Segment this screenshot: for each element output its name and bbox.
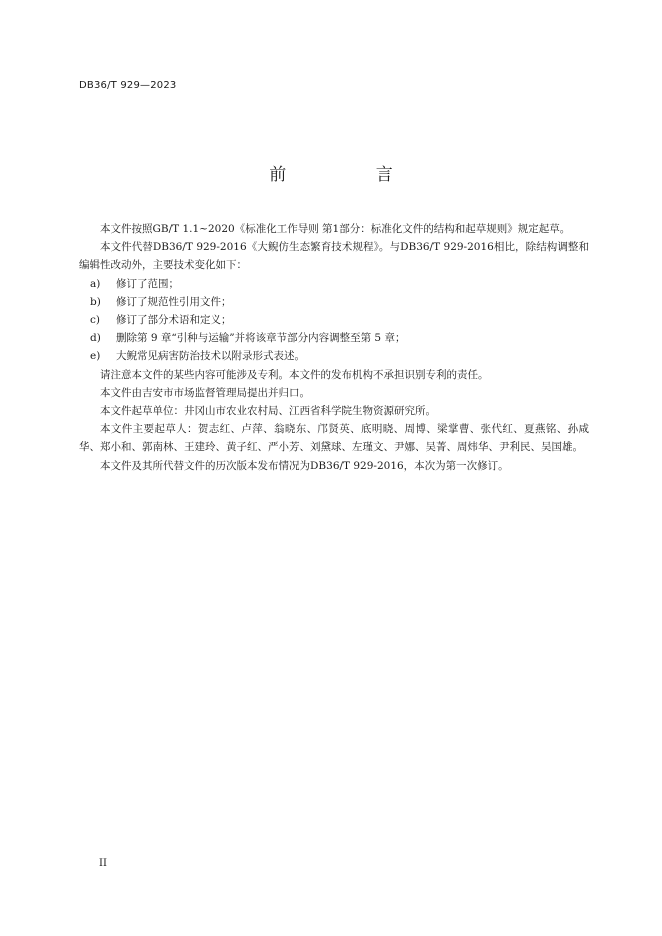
list-marker: e)	[90, 350, 101, 363]
paragraph-drafters: 本文件主要起草人：贺志红、卢萍、翁晓东、邝贤英、底明晓、周博、梁掌曹、张代红、夏燕铭、孙咸华、郑小和、郭南林、王建玲、黄子红、严小芳、刘黛球、左瑾文、尹娜、吴菁、周炜华、尹利民、吴国雄。	[79, 423, 589, 454]
list-marker: c)	[90, 314, 100, 327]
list-item-text: 修订了范围；	[116, 277, 179, 290]
document-code: DB36/T 929—2023	[79, 80, 177, 91]
list-marker: a)	[90, 277, 101, 290]
list-item	[79, 293, 589, 311]
list-marker: d)	[90, 332, 101, 345]
list-item	[79, 275, 589, 293]
paragraph-version-history: 本文件及其所代替文件的历次版本发布情况为DB36/T 929-2016，本次为第一次修订。	[100, 459, 509, 472]
paragraph-proposer: 本文件由吉安市市场监督管理局提出并归口。	[100, 386, 310, 399]
page-number: II	[99, 858, 107, 869]
list-item-text: 修订了部分术语和定义；	[116, 314, 232, 327]
paragraph-drafting-units: 本文件起草单位：井冈山市农业农村局、江西省科学院生物资源研究所。	[100, 405, 436, 418]
list-marker: b)	[90, 295, 101, 308]
list-item	[79, 311, 589, 329]
paragraph-patent-notice: 请注意本文件的某些内容可能涉及专利。本文件的发布机构不承担识别专利的责任。	[100, 368, 489, 381]
foreword-body	[79, 220, 589, 475]
list-item-text: 删除第 9 章“引种与运输”并将该章节部分内容调整至第 5 章；	[116, 332, 406, 345]
list-item-text: 大鲵常见病害防治技术以附录形式表述。	[116, 350, 305, 363]
list-item-text: 修订了规范性引用文件；	[116, 295, 232, 308]
list-item	[79, 329, 589, 347]
paragraph-replaces: 本文件代替DB36/T 929-2016《大鲵仿生态繁育技术规程》。与DB36/T 929-2016相比，除结构调整和编辑性改动外，主要技术变化如下：	[79, 241, 589, 272]
page-title: 前 言	[269, 165, 435, 185]
list-item	[79, 347, 589, 365]
paragraph-drafting-rules: 本文件按照GB/T 1.1~2020《标准化工作导则 第1部分：标准化文件的结构和起草规则》规定起草。	[100, 223, 571, 235]
